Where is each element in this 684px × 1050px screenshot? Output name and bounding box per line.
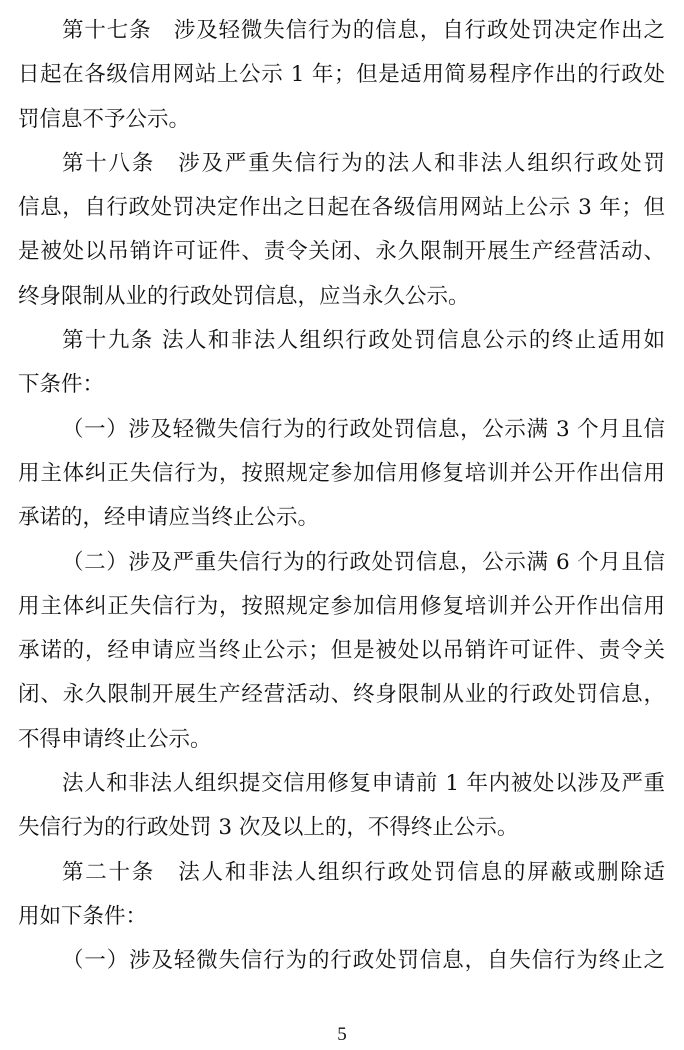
paragraph bbox=[18, 13, 665, 146]
text-line: （二）涉及严重失信行为的行政处罚信息，公示满 6 个月且信 bbox=[62, 549, 665, 575]
text-line: 用如下条件： bbox=[18, 903, 148, 929]
text-line: 下条件： bbox=[18, 372, 105, 398]
text-line: 失信行为的行政处罚 3 次及以上的，不得终止公示。 bbox=[18, 815, 519, 841]
text-line: 用主体纠正失信行为，按照规定参加信用修复培训并公开作出信用 bbox=[18, 593, 665, 619]
paragraph bbox=[18, 766, 665, 855]
text-line: 日起在各级信用网站上公示 1 年；但是适用简易程序作出的行政处 bbox=[18, 62, 665, 88]
paragraph bbox=[18, 323, 665, 412]
text-line: 第十七条 涉及轻微失信行为的信息，自行政处罚决定作出之 bbox=[62, 18, 665, 43]
text-line: 终身限制从业的行政处罚信息，应当永久公示。 bbox=[18, 283, 470, 309]
paragraph bbox=[18, 855, 665, 944]
text-line: 承诺的，经申请应当终止公示。 bbox=[18, 505, 320, 531]
text-line: 第十八条 涉及严重失信行为的法人和非法人组织行政处罚 bbox=[62, 150, 665, 176]
text-line: （一）涉及轻微失信行为的行政处罚信息，自失信行为终止之 bbox=[62, 948, 665, 974]
document-body bbox=[18, 13, 665, 988]
text-line: 是被处以吊销许可证件、责令关闭、永久限制开展生产经营活动、 bbox=[18, 239, 665, 265]
paragraph bbox=[18, 545, 665, 766]
paragraph bbox=[18, 146, 665, 323]
text-line: 第十九条 法人和非法人组织行政处罚信息公示的终止适用如 bbox=[62, 328, 665, 354]
text-line: 第二十条 法人和非法人组织行政处罚信息的屏蔽或删除适 bbox=[62, 859, 665, 885]
text-line: 法人和非法人组织提交信用修复申请前 1 年内被处以涉及严重 bbox=[62, 771, 665, 797]
text-line: 用主体纠正失信行为，按照规定参加信用修复培训并公开作出信用 bbox=[18, 460, 665, 486]
paragraph bbox=[18, 943, 665, 987]
text-line: 承诺的，经申请应当终止公示；但是被处以吊销许可证件、责令关 bbox=[18, 638, 665, 664]
text-line: 不得申请终止公示。 bbox=[18, 726, 212, 752]
text-line: 罚信息不予公示。 bbox=[18, 106, 191, 132]
paragraph bbox=[18, 412, 665, 545]
page-number: 5 bbox=[337, 1024, 347, 1045]
text-line: （一）涉及轻微失信行为的行政处罚信息，公示满 3 个月且信 bbox=[62, 416, 665, 442]
text-line: 信息，自行政处罚决定作出之日起在各级信用网站上公示 3 年；但 bbox=[18, 195, 665, 221]
text-line: 闭、永久限制开展生产经营活动、终身限制从业的行政处罚信息， bbox=[18, 682, 665, 708]
